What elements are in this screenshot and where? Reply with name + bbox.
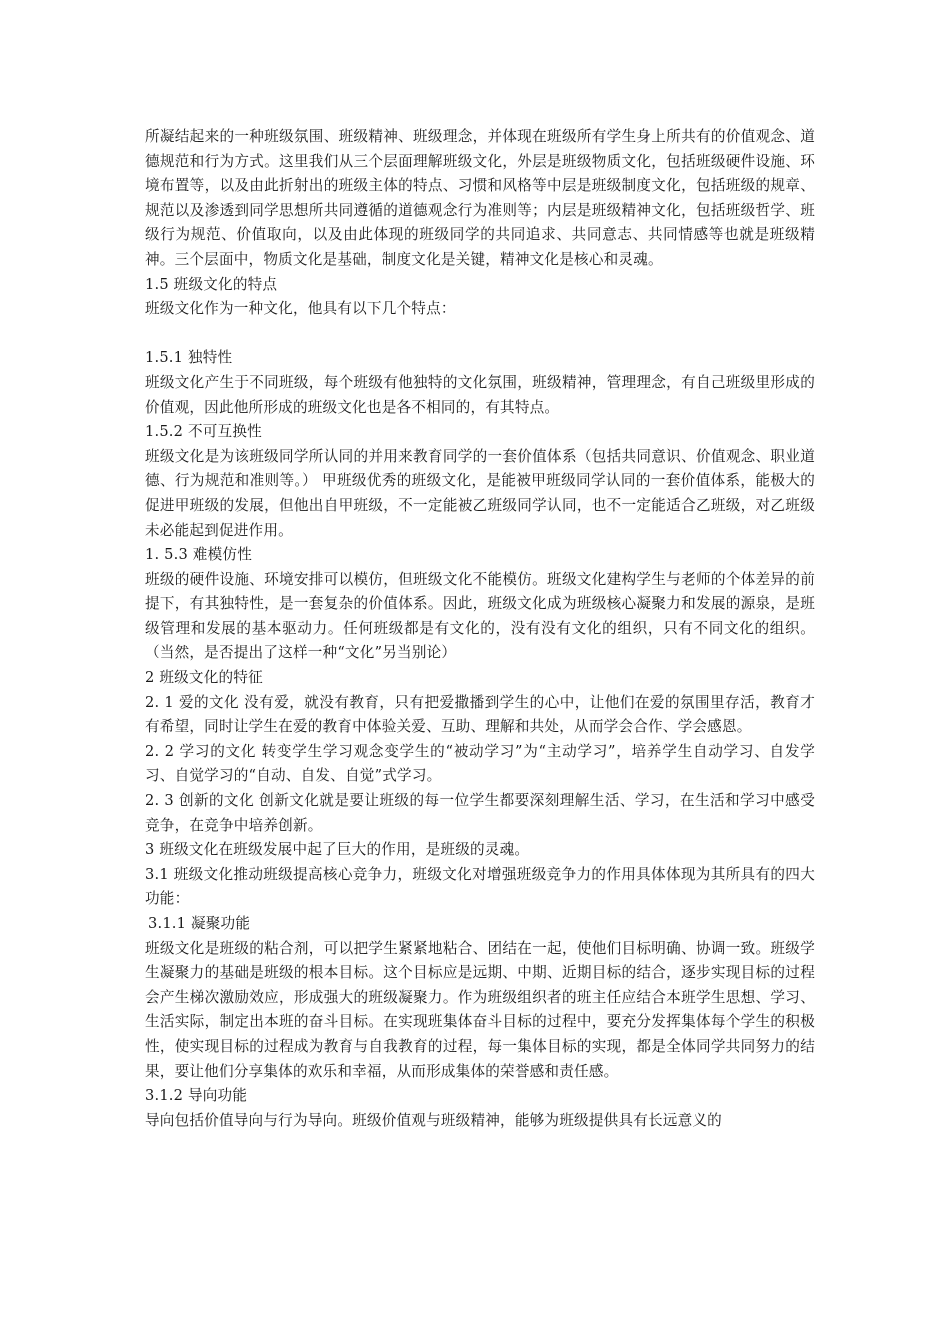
paragraph-1-5: 班级文化作为一种文化，他具有以下几个特点： xyxy=(145,300,456,318)
heading-3: 3 班级文化在班级发展中起了巨大的作用，是班级的灵魂。 xyxy=(145,841,530,859)
paragraph-2-3: 2. 3 创新的文化 创新文化就是要让班级的每一位学生都要深刻理解生活、学习，在生活和学习中感受竞争，在竞争中培养创新。 xyxy=(145,792,815,834)
paragraph-1-5-1: 班级文化产生于不同班级，每个班级有他独特的文化氛围，班级精神，管理理念，有自己班级里形成的价值观，因此他所形成的班级文化也是各不相同的，有其特点。 xyxy=(145,373,815,416)
paragraph-3-1-2: 导向包括价值导向与行为导向。班级价值观与班级精神，能够为班级提供具有长远意义的 xyxy=(145,1111,722,1129)
paragraph-2-2: 2. 2 学习的文化 转变学生学习观念变学生的“被动学习”为“主动学习”，培养学生自动学习、自发学习、自觉学习的“自动、自发、自觉”式学习。 xyxy=(145,742,815,785)
heading-1-5-3: 1. 5.3 难模仿性 xyxy=(145,546,252,564)
heading-1-5: 1.5 班级文化的特点 xyxy=(145,275,278,293)
paragraph-3-1: 3.1 班级文化推动班级提高核心竞争力，班级文化对增强班级竞争力的作用具体体现为其所具有的四大功能： xyxy=(145,865,815,908)
paragraph-2-1: 2. 1 爱的文化 没有爱，就没有教育，只有把爱撒播到学生的心中，让他们在爱的氛围里存活，教育才有希望，同时让学生在爱的教育中体验关爱、互助、理解和共处，从而学会合作、学会感恩。 xyxy=(145,693,815,736)
paragraph-intro: 所凝结起来的一种班级氛围、班级精神、班级理念，并体现在班级所有学生身上所共有的价值观念、道德规范和行为方式。这里我们从三个层面理解班级文化，外层是班级物质文化，包括班级硬件设施、环境布置等，以及由此折射出的班级主体的特点、习惯和风格等中层是班级制度文化，包括班级的规章、规范以及渗透到同学思想所共同遵循的道德观念行为准则等；内层是班级精神文化，包括班级哲学、班级行为规范、价值取向，以及由此体现的班级同学的共同追求、共同意志、共同情感等也就是班级精神。三个层面中，物质文化是基础，制度文化是关键，精神文化是核心和灵魂。 xyxy=(145,128,815,268)
heading-1-5-2: 1.5.2 不可互换性 xyxy=(145,423,262,441)
paragraph-1-5-3: 班级的硬件设施、环境安排可以模仿，但班级文化不能模仿。班级文化建构学生与老师的个体差异的前提下，有其独特性，是一套复杂的价值体系。因此，班级文化成为班级核心凝聚力和发展的源泉，是班级管理和发展的基本驱动力。任何班级都是有文化的，没有没有文化的组织，只有不同文化的组织。（当然，是否提出了这样一种“文化”另当别论） xyxy=(145,570,815,662)
paragraph-1-5-2: 班级文化是为该班级同学所认同的并用来教育同学的一套价值体系（包括共同意识、价值观念、职业道德、行为规范和准则等。） 甲班级优秀的班级文化，是能被甲班级同学认同的一套价值体系，能极大的促进甲班级的发展，但他出自甲班级，不一定能被乙班级同学认同，也不一定能适合乙班级，对乙班级未必能起到促进作用。 xyxy=(145,447,815,539)
heading-1-5-1: 1.5.1 独特性 xyxy=(145,349,233,367)
blank-line xyxy=(145,322,815,347)
heading-2: 2 班级文化的特征 xyxy=(145,669,263,687)
heading-3-1-2: 3.1.2 导向功能 xyxy=(145,1087,248,1105)
document-page xyxy=(145,125,815,1133)
paragraph-3-1-1: 班级文化是班级的粘合剂，可以把学生紧紧地粘合、团结在一起，使他们目标明确、协调一致。班级学生凝聚力的基础是班级的根本目标。这个目标应是远期、中期、近期目标的结合，逐步实现目标的过程会产生梯次激励效应，形成强大的班级凝聚力。作为班级组织者的班主任应结合本班学生思想、学习、生活实际，制定出本班的奋斗目标。在实现班集体奋斗目标的过程中，要充分发挥集体每个学生的积极性，使实现目标的过程成为教育与自我教育的过程，每一集体目标的实现，都是全体同学共同努力的结果，要让他们分享集体的欢乐和幸福，从而形成集体的荣誉感和责任感。 xyxy=(145,939,815,1080)
heading-3-1-1: 3.1.1 凝聚功能 xyxy=(148,915,251,932)
